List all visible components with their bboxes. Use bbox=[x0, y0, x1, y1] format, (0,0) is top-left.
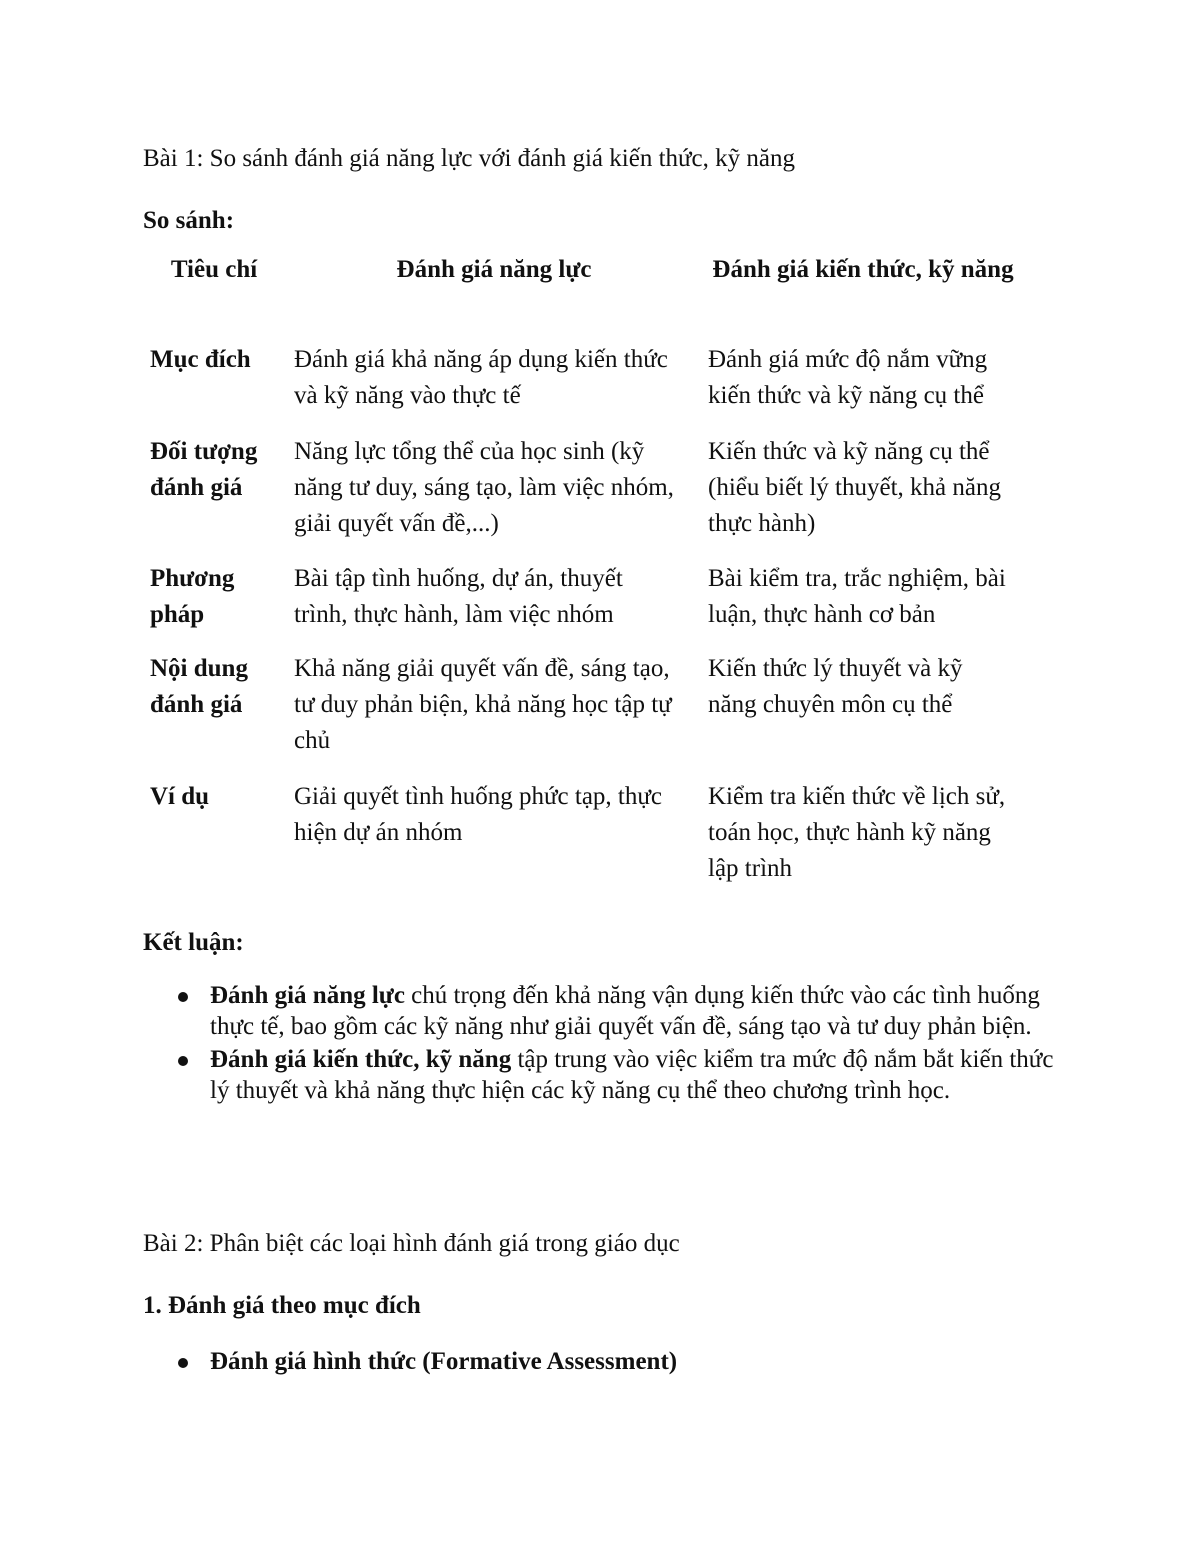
table-row-knowledge: Đánh giá mức độ nắm vững kiến thức và kỹ năng cụ thể bbox=[708, 346, 988, 409]
list-item bbox=[0, 1044, 1060, 1106]
section2-item: Đánh giá hình thức (Formative Assessment) bbox=[210, 1348, 678, 1375]
table-row-knowledge: Kiến thức lý thuyết và kỹ năng chuyên môn cụ thể bbox=[708, 655, 963, 718]
conclusion-list bbox=[0, 980, 1060, 1106]
conclusion-text: tập trung vào việc kiểm tra mức độ nắm bắt kiến thức lý thuyết và khả năng thực hiện các kỹ năng cụ thể theo chương trình học. bbox=[210, 1046, 1054, 1104]
table-row-criterion: Nội dung đánh giá bbox=[150, 655, 248, 718]
table-header-criterion: Tiêu chí bbox=[170, 256, 258, 283]
table-row-criterion: Ví dụ bbox=[150, 783, 210, 810]
bullet-icon bbox=[178, 1056, 188, 1066]
table-row-criterion: Đối tượng đánh giá bbox=[150, 438, 258, 501]
section2-title: Bài 2: Phân biệt các loại hình đánh giá trong giáo dục bbox=[143, 1230, 680, 1257]
table-row-competency: Khả năng giải quyết vấn đề, sáng tạo, tư duy phản biện, khả năng học tập tự chủ bbox=[294, 655, 672, 754]
section2-subheading: 1. Đánh giá theo mục đích bbox=[143, 1292, 421, 1319]
conclusion-text: chú trọng đến khả năng vận dụng kiến thức vào các tình huống thực tế, bao gồm các kỹ năng như giải quyết vấn đề, sáng tạo và tư duy phản biện. bbox=[210, 982, 1040, 1040]
table-row-criterion: Phương pháp bbox=[150, 565, 235, 628]
table-row-competency: Bài tập tình huống, dự án, thuyết trình, thực hành, làm việc nhóm bbox=[294, 565, 623, 628]
section1-title: Bài 1: So sánh đánh giá năng lực với đánh giá kiến thức, kỹ năng bbox=[143, 145, 796, 172]
conclusion-label: Kết luận: bbox=[143, 929, 244, 956]
conclusion-term: Đánh giá năng lực bbox=[210, 982, 405, 1009]
table-row-competency: Giải quyết tình huống phức tạp, thực hiện dự án nhóm bbox=[294, 783, 663, 846]
table-header-competency: Đánh giá năng lực bbox=[396, 256, 592, 283]
list-item bbox=[0, 980, 1060, 1042]
table-row-knowledge: Kiểm tra kiến thức về lịch sử, toán học, thực hành kỹ năng lập trình bbox=[708, 783, 1006, 882]
table-row-knowledge: Kiến thức và kỹ năng cụ thể (hiểu biết lý thuyết, khả năng thực hành) bbox=[708, 438, 1001, 537]
list-item bbox=[0, 1346, 1060, 1377]
section2-list bbox=[0, 1346, 1060, 1377]
table-row-competency: Đánh giá khả năng áp dụng kiến thức và kỹ năng vào thực tế bbox=[294, 346, 668, 409]
table-row-competency: Năng lực tổng thể của học sinh (kỹ năng tư duy, sáng tạo, làm việc nhóm, giải quyết vấn đề,...) bbox=[294, 438, 674, 537]
compare-label: So sánh: bbox=[143, 207, 235, 234]
bullet-icon bbox=[178, 992, 188, 1002]
table-row-criterion: Mục đích bbox=[150, 346, 251, 373]
conclusion-term: Đánh giá kiến thức, kỹ năng bbox=[210, 1046, 512, 1073]
table-row-knowledge: Bài kiểm tra, trắc nghiệm, bài luận, thực hành cơ bản bbox=[708, 565, 1006, 628]
bullet-icon bbox=[178, 1358, 188, 1368]
table-header-knowledge: Đánh giá kiến thức, kỹ năng bbox=[712, 256, 1014, 283]
